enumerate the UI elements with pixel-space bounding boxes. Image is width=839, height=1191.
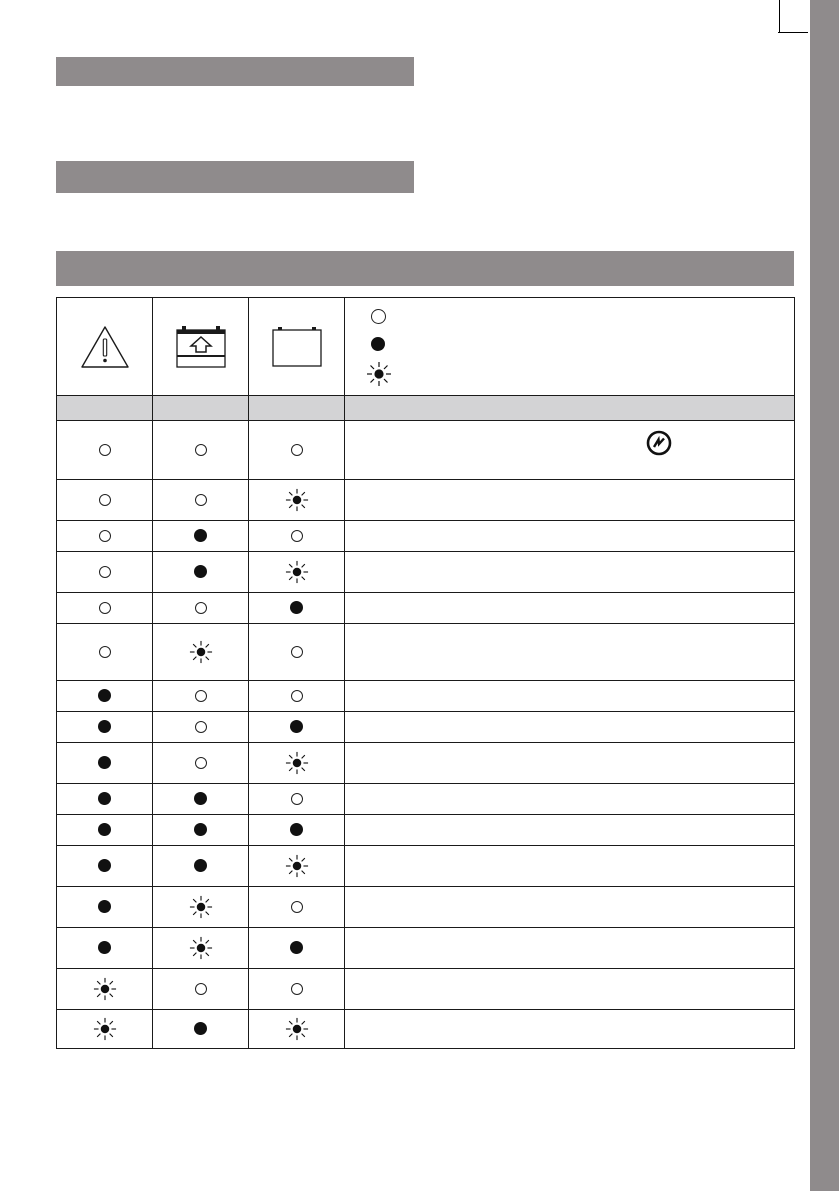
description-cell xyxy=(345,928,795,969)
led-on-icon xyxy=(194,529,207,542)
led-off-icon xyxy=(291,444,303,456)
led-on-icon xyxy=(371,337,385,351)
led-blinking-icon xyxy=(285,1017,309,1041)
led-on-icon xyxy=(290,720,303,733)
led-blinking-icon xyxy=(189,640,213,664)
led-blinking-icon xyxy=(285,488,309,512)
table-row xyxy=(57,1010,795,1049)
subheader-cell xyxy=(249,396,345,421)
led-cell-battery xyxy=(249,969,345,1010)
description-cell xyxy=(345,887,795,928)
led-off-icon xyxy=(195,602,207,614)
legend-on xyxy=(371,330,794,358)
description-cell xyxy=(345,784,795,815)
led-cell-charging xyxy=(153,712,249,743)
led-on-icon xyxy=(98,941,111,954)
description-cell xyxy=(345,743,795,784)
led-off-icon xyxy=(99,494,111,506)
table-row xyxy=(57,681,795,712)
led-cell-battery xyxy=(249,784,345,815)
table-row xyxy=(57,784,795,815)
led-on-icon xyxy=(98,689,111,702)
led-cell-warning xyxy=(57,928,153,969)
led-off-icon xyxy=(195,494,207,506)
led-off-icon xyxy=(291,690,303,702)
led-cell-warning xyxy=(57,887,153,928)
description-cell xyxy=(345,815,795,846)
battery-charging-arrow-icon xyxy=(174,325,228,369)
table-row xyxy=(57,552,795,593)
legend-cell xyxy=(345,298,795,396)
led-cell-charging xyxy=(153,521,249,552)
led-off-icon xyxy=(291,901,303,913)
led-on-icon xyxy=(98,720,111,733)
table-row xyxy=(57,421,795,480)
led-off-icon xyxy=(371,309,386,324)
led-cell-charging xyxy=(153,928,249,969)
led-on-icon xyxy=(290,601,303,614)
lightning-circle-icon xyxy=(646,430,672,456)
led-cell-charging xyxy=(153,624,249,681)
led-cell-warning xyxy=(57,421,153,480)
section-header-bar xyxy=(56,161,414,193)
legend-off xyxy=(371,304,794,330)
led-off-icon xyxy=(195,983,207,995)
led-on-icon xyxy=(194,823,207,836)
table-row xyxy=(57,887,795,928)
led-cell-charging xyxy=(153,552,249,593)
led-on-icon xyxy=(194,1022,207,1035)
table-title-bar xyxy=(56,251,794,286)
led-cell-battery xyxy=(249,815,345,846)
led-cell-warning xyxy=(57,1010,153,1049)
led-cell-warning xyxy=(57,846,153,887)
led-off-icon xyxy=(99,646,111,658)
led-on-icon xyxy=(98,823,111,836)
table-row xyxy=(57,521,795,552)
table-row xyxy=(57,846,795,887)
description-cell xyxy=(345,846,795,887)
legend-blink xyxy=(366,358,794,390)
led-on-icon xyxy=(290,941,303,954)
subheader-cell xyxy=(345,396,795,421)
led-off-icon xyxy=(291,530,303,542)
led-off-icon xyxy=(291,793,303,805)
led-blinking-icon xyxy=(93,977,117,1001)
description-cell xyxy=(345,552,795,593)
led-off-icon xyxy=(291,983,303,995)
led-cell-battery xyxy=(249,681,345,712)
table-row xyxy=(57,624,795,681)
led-on-icon xyxy=(290,823,303,836)
led-cell-charging xyxy=(153,1010,249,1049)
subheader-cell xyxy=(57,396,153,421)
led-off-icon xyxy=(195,690,207,702)
led-cell-charging xyxy=(153,480,249,521)
led-cell-warning xyxy=(57,480,153,521)
led-blinking-icon xyxy=(285,751,309,775)
led-blinking-icon xyxy=(285,560,309,584)
side-tab xyxy=(810,0,839,1191)
led-cell-warning xyxy=(57,552,153,593)
led-on-icon xyxy=(98,792,111,805)
led-cell-battery xyxy=(249,624,345,681)
led-blinking-icon xyxy=(285,854,309,878)
subheader-cell xyxy=(153,396,249,421)
led-blinking-icon xyxy=(366,361,392,387)
led-cell-charging xyxy=(153,593,249,624)
led-cell-warning xyxy=(57,743,153,784)
led-legend xyxy=(345,304,794,390)
led-cell-warning xyxy=(57,815,153,846)
led-cell-charging xyxy=(153,969,249,1010)
led-cell-warning xyxy=(57,681,153,712)
led-cell-charging xyxy=(153,421,249,480)
led-status-table xyxy=(56,297,795,1049)
led-cell-charging xyxy=(153,784,249,815)
description-cell xyxy=(345,421,795,480)
led-blinking-icon xyxy=(189,936,213,960)
table-row xyxy=(57,815,795,846)
led-cell-battery xyxy=(249,846,345,887)
led-off-icon xyxy=(99,602,111,614)
led-off-icon xyxy=(291,646,303,658)
led-cell-battery xyxy=(249,593,345,624)
led-cell-battery xyxy=(249,521,345,552)
led-off-icon xyxy=(195,757,207,769)
header-cell-charging xyxy=(153,298,249,396)
table-subheader-row xyxy=(57,396,795,421)
table-row xyxy=(57,712,795,743)
crop-mark xyxy=(778,32,808,33)
led-blinking-icon xyxy=(189,895,213,919)
table-row xyxy=(57,480,795,521)
table-header-row xyxy=(57,298,795,396)
led-on-icon xyxy=(194,565,207,578)
led-cell-battery xyxy=(249,421,345,480)
led-cell-battery xyxy=(249,712,345,743)
description-cell xyxy=(345,969,795,1010)
description-cell xyxy=(345,1010,795,1049)
description-cell xyxy=(345,624,795,681)
description-cell xyxy=(345,480,795,521)
led-cell-battery xyxy=(249,928,345,969)
section-header-bar xyxy=(56,57,414,86)
description-cell xyxy=(345,712,795,743)
led-cell-charging xyxy=(153,887,249,928)
led-off-icon xyxy=(99,444,111,456)
crop-mark xyxy=(779,0,780,32)
led-cell-charging xyxy=(153,681,249,712)
led-cell-battery xyxy=(249,480,345,521)
table-row xyxy=(57,593,795,624)
led-cell-battery xyxy=(249,743,345,784)
description-cell xyxy=(345,681,795,712)
led-cell-battery xyxy=(249,1010,345,1049)
table-row xyxy=(57,928,795,969)
led-cell-warning xyxy=(57,593,153,624)
led-cell-warning xyxy=(57,624,153,681)
header-cell-battery xyxy=(249,298,345,396)
led-off-icon xyxy=(99,566,111,578)
led-cell-charging xyxy=(153,846,249,887)
led-cell-battery xyxy=(249,552,345,593)
led-cell-warning xyxy=(57,712,153,743)
header-cell-warning xyxy=(57,298,153,396)
warning-triangle-icon xyxy=(79,323,131,371)
led-cell-warning xyxy=(57,969,153,1010)
led-cell-warning xyxy=(57,521,153,552)
led-on-icon xyxy=(194,859,207,872)
description-cell xyxy=(345,593,795,624)
led-off-icon xyxy=(195,444,207,456)
led-on-icon xyxy=(98,859,111,872)
led-blinking-icon xyxy=(93,1017,117,1041)
led-cell-battery xyxy=(249,887,345,928)
led-cell-charging xyxy=(153,743,249,784)
battery-icon xyxy=(271,325,323,369)
table-row xyxy=(57,743,795,784)
led-on-icon xyxy=(194,792,207,805)
led-cell-charging xyxy=(153,815,249,846)
table-row xyxy=(57,969,795,1010)
led-off-icon xyxy=(195,721,207,733)
led-off-icon xyxy=(99,530,111,542)
description-cell xyxy=(345,521,795,552)
led-on-icon xyxy=(98,756,111,769)
led-on-icon xyxy=(98,900,111,913)
led-cell-warning xyxy=(57,784,153,815)
